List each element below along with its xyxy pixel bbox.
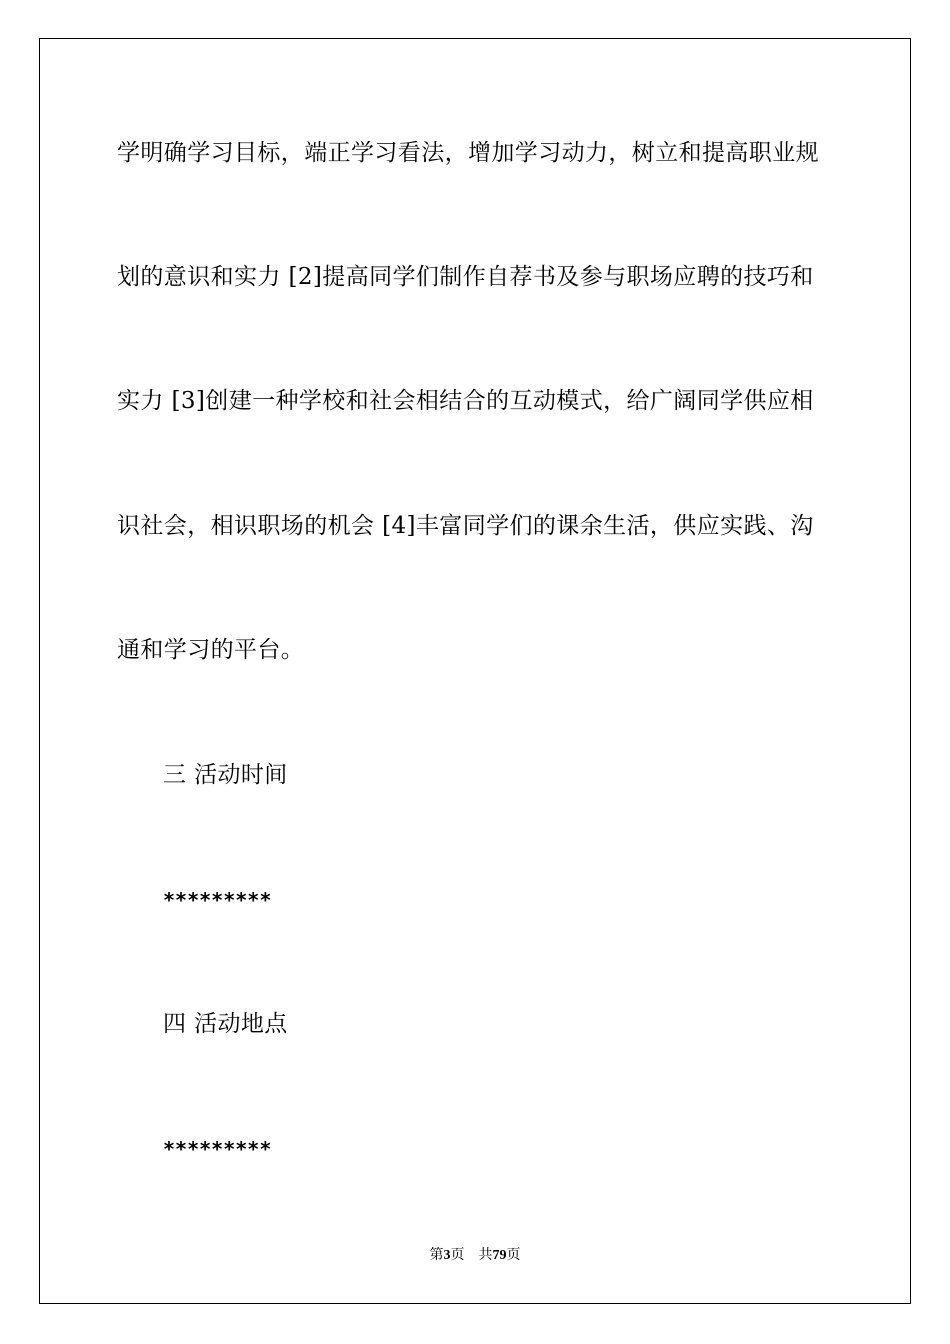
footer-page-current: 3	[443, 1248, 451, 1263]
body-line-2: 划的意识和实力 [2]提高同学们制作自荐书及参与职场应聘的技巧和	[117, 264, 814, 290]
footer-total-prefix: 共	[478, 1248, 493, 1263]
body-line-1: 学明确学习目标，端正学习看法，增加学习动力，树立和提高职业规	[117, 140, 819, 166]
footer-page-prefix: 第	[429, 1248, 444, 1263]
section-4-heading: 四 活动地点	[163, 1011, 288, 1037]
page-footer	[0, 1247, 950, 1265]
footer-page-suffix: 页	[450, 1248, 465, 1263]
section-3-heading: 三 活动时间	[163, 762, 288, 788]
page-border	[39, 38, 911, 1304]
footer-total-suffix: 页	[506, 1248, 521, 1263]
body-line-5: 通和学习的平台。	[117, 637, 305, 663]
body-line-3: 实力 [3]创建一种学校和社会相结合的互动模式，给广阔同学供应相	[117, 388, 814, 414]
footer-page-total: 79	[492, 1248, 507, 1263]
body-line-4: 识社会，相识职场的机会 [4]丰富同学们的课余生活，供应实践、沟	[117, 513, 814, 539]
section-3-value: *********	[163, 888, 272, 912]
section-4-value: *********	[163, 1137, 272, 1161]
